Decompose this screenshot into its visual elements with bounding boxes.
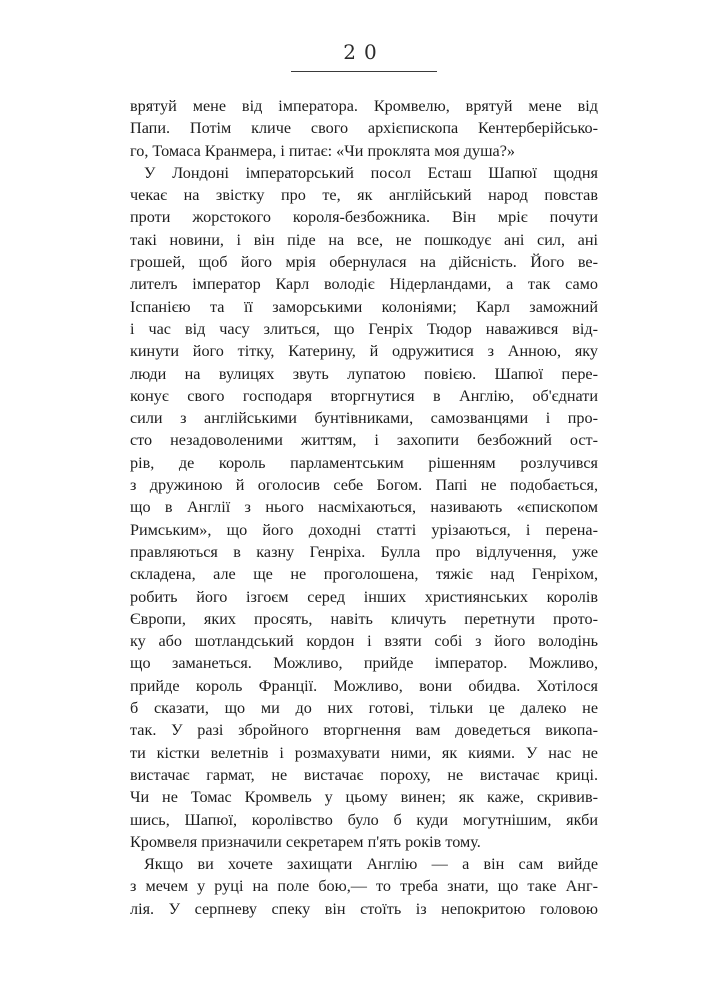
text-line: такі новини, і він піде на все, не пошкодує ані сил, ані [130, 230, 598, 249]
text-line: Іспанією та її заморськими колоніями; Карл заможний [130, 297, 598, 316]
text-line: лителъ імператор Карл володіє Нідерландами, а так само [130, 275, 598, 294]
text-line: кинути його тітку, Катерину, й одружитися з Анною, яку [130, 342, 598, 361]
text-line: сто незадоволеними життям, і захопити безбожний ост- [130, 431, 598, 450]
text-line: Римським», що його доходні статті урізаються, і перена- [130, 520, 598, 539]
text-line: Кромвеля призначили секретарем п'ять років тому. [130, 832, 481, 851]
text-line: шись, Шапюї, королівство було б куди могутнішим, якби [130, 810, 598, 829]
text-line: прийде король Франції. Можливо, вони обидва. Хотілося [130, 676, 598, 695]
text-line: вистачає гармат, не вистачає пороху, не вистачає криці. [130, 765, 598, 784]
text-line: чекає на звістку про те, як англійський народ повстав [130, 186, 598, 205]
text-line: і час від часу злиться, що Генріх Тюдор наважився від- [130, 319, 598, 338]
text-line: ти кістки велетнів і розмахувати ними, як киями. У нас не [130, 743, 598, 762]
text-line: з мечем у руці на поле бою,— то треба знати, що таке Анг- [130, 877, 598, 896]
text-line: люди на вулицях звуть лупатою повією. Шапюї пере- [130, 364, 598, 383]
header-rule [291, 71, 437, 72]
text-line: так. У разі збройного вторгнення вам доведеться викопа- [130, 721, 598, 740]
text-line: що заманеться. Можливо, прийде імператор. Можливо, [130, 654, 598, 673]
text-line: що в Англії з нього насміхаються, називають «єпископом [130, 498, 598, 517]
text-line: ку або шотландський кордон і взяти собі з його володінь [130, 632, 598, 651]
text-line: лія. У серпневу спеку він стоїть із непокритою головою [130, 899, 598, 918]
text-line: конує свого господаря вторгнутися в Англію, об'єднати [130, 386, 598, 405]
text-line: робить його ізгоєм серед інших християнських королів [130, 587, 598, 606]
text-line: рів, де король парламентським рішенням розлучився [130, 453, 598, 472]
text-line: грошей, щоб його мрія обернулася на дійсність. Його ве- [130, 253, 598, 272]
text-line: У Лондоні імператорський посол Есташ Шапюї щодня [144, 163, 598, 182]
text-line: сили з англійськими бунтівниками, самозванцями і про- [130, 409, 598, 428]
text-line: Папи. Потім кличе свого архієпископа Кентерберійсько- [130, 119, 598, 138]
text-line: Якщо ви хочете захищати Англію — а він сам вийде [144, 855, 598, 874]
text-line: складена, але ще не проголошена, тяжіє над Генріхом, [130, 565, 598, 584]
text-line: го, Томаса Кранмера, і питає: «Чи проклята моя душа?» [130, 141, 516, 160]
text-line: проти жорстокого короля-безбожника. Він мріє почути [130, 208, 598, 227]
text-line: Чи не Томас Кромвель у цьому винен; як каже, скривив- [130, 788, 598, 807]
text-line: з дружиною й оголосив себе Богом. Папі не подобається, [130, 476, 598, 495]
text-line: врятуй мене від імператора. Кромвелю, врятуй мене від [130, 97, 598, 115]
text-line: Європи, яких просять, навіть кличуть перетнути прото- [130, 609, 598, 628]
page-number: 20 [343, 40, 385, 64]
body-text [130, 95, 598, 920]
text-line: правляються в казну Генріха. Булла про відлучення, уже [130, 542, 598, 561]
text-line: б сказати, що ми до них готові, тільки це далеко не [130, 699, 598, 718]
